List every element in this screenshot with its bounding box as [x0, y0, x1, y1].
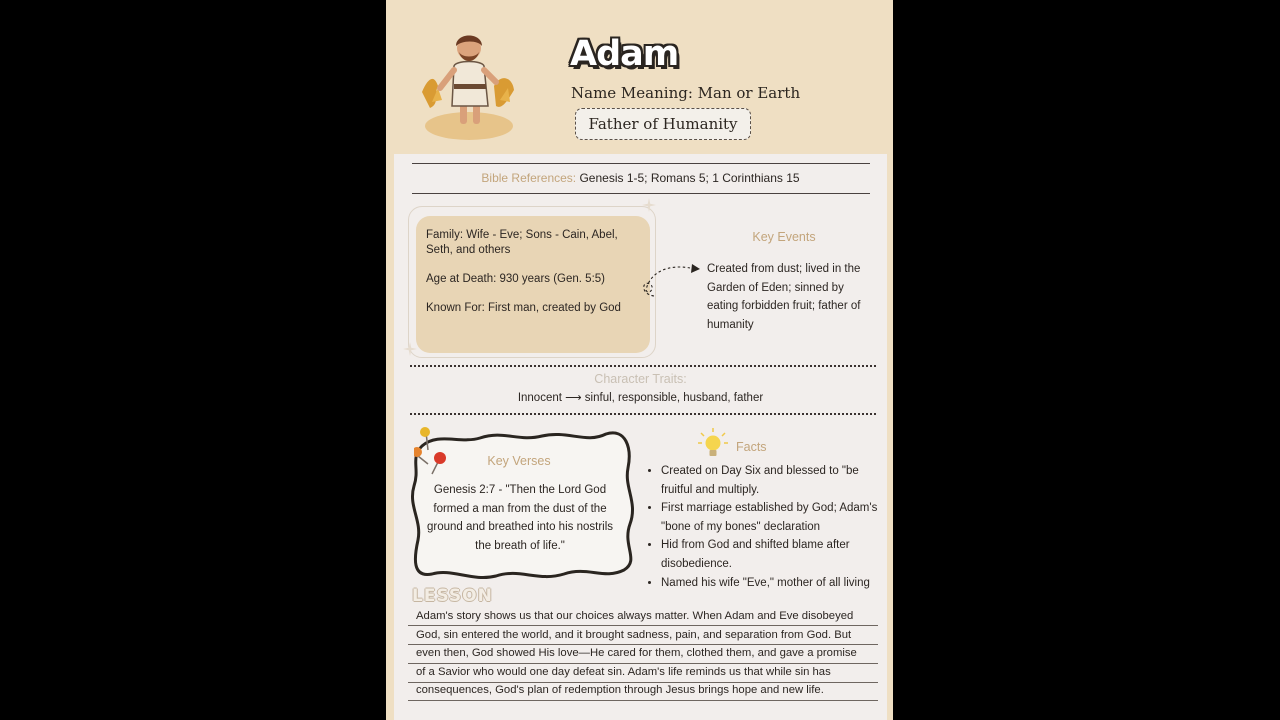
- curly-arrow-icon: [638, 258, 704, 300]
- bible-references: [394, 171, 887, 185]
- worksheet-page: [386, 0, 893, 720]
- family-text: Family: Wife - Eve; Sons - Cain, Abel, Seth, and others: [426, 229, 618, 256]
- fact-item: • First marriage established by God; Adam's "bone of my bones" declaration: [661, 499, 891, 536]
- role-badge: Father of Humanity: [575, 108, 751, 140]
- adam-illustration: [416, 26, 522, 142]
- sparkle-icon: [403, 342, 417, 356]
- dotted-divider: [410, 365, 876, 367]
- summary-card: [416, 216, 650, 353]
- bible-references-value: Genesis 1-5; Romans 5; 1 Corinthians 15: [579, 171, 800, 185]
- divider: [412, 163, 870, 164]
- facts-list: [648, 462, 891, 592]
- fact-item: • Named his wife "Eve," mother of all living: [661, 574, 891, 593]
- fact-item: • Hid from God and shifted blame after disobedience.: [661, 536, 891, 573]
- key-events-heading: Key Events: [752, 230, 816, 244]
- dotted-divider: [410, 413, 876, 415]
- facts-heading: Facts: [736, 440, 767, 454]
- lesson-text: Adam's story shows us that our choices always matter. When Adam and Eve disobeyed God, sin entered the world, and it brought sadness, pain, and separation from God. But even then, God showed His love—He cared for them, clothed them, and gave a promise of a Savior who would one day defeat sin. Adam's life reminds us that while sin has consequences, God's plan of redemption through Jesus brings hope and new life.: [416, 610, 857, 697]
- lightbulb-icon: [698, 428, 728, 462]
- lesson-heading: LESSON: [412, 586, 493, 606]
- divider: [412, 193, 870, 194]
- bible-references-label: Bible References:: [481, 171, 577, 185]
- age-at-death-text: Age at Death: 930 years (Gen. 5:5): [426, 273, 605, 285]
- key-events-text: Created from dust; lived in the Garden of Eden; sinned by eating forbidden fruit; father of humanity: [707, 263, 861, 331]
- content-panel: [394, 154, 887, 720]
- name-meaning: Name Meaning: Man or Earth: [571, 84, 801, 102]
- known-for-text: Known For: First man, created by God: [426, 302, 621, 314]
- fact-item: • Created on Day Six and blessed to "be fruitful and multiply.: [661, 462, 891, 499]
- character-traits-text: Innocent ⟶ sinful, responsible, husband, father: [517, 392, 764, 404]
- sparkle-icon: [642, 198, 656, 212]
- key-verses-text: Genesis 2:7 - "Then the Lord God formed a man from the dust of the ground and breathed into his nostrils the breath of life.": [426, 484, 614, 552]
- ruled-line: [408, 700, 878, 701]
- character-name: Adam: [570, 34, 679, 74]
- key-verses-heading: Key Verses: [487, 454, 551, 468]
- character-traits-heading: Character Traits:: [594, 372, 687, 386]
- pushpin-icons: [414, 426, 460, 478]
